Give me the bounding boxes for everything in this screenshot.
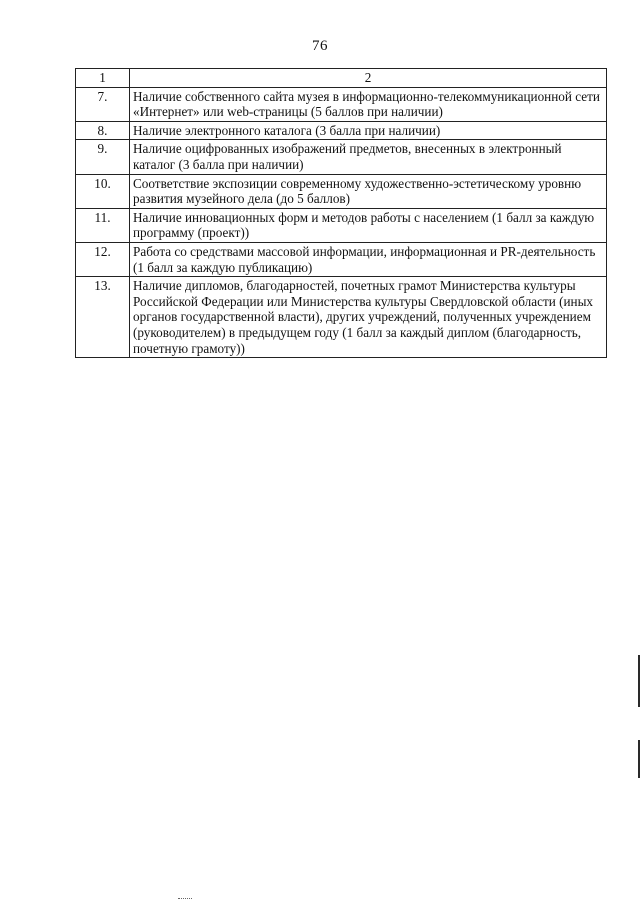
table-row	[76, 121, 607, 140]
row-number: 10.	[76, 174, 130, 208]
table-row	[76, 242, 607, 276]
row-description: Наличие электронного каталога (3 балла при наличии)	[130, 121, 607, 140]
table-row	[76, 140, 607, 174]
header-cell-description: 2	[130, 69, 607, 88]
page-number: 76	[312, 38, 328, 54]
table-row	[76, 208, 607, 242]
row-number: 12.	[76, 242, 130, 276]
row-description: Работа со средствами массовой информации, информационная и PR-деятельность (1 балл за каждую публикацию)	[130, 242, 607, 276]
row-number: 13.	[76, 277, 130, 358]
row-number: 8.	[76, 121, 130, 140]
scan-dots	[178, 898, 192, 900]
table-row	[76, 174, 607, 208]
row-description: Соответствие экспозиции современному художественно-эстетическому уровню развития музейного дела (до 5 баллов)	[130, 174, 607, 208]
row-number: 7.	[76, 87, 130, 121]
header-cell-number: 1	[76, 69, 130, 88]
row-description: Наличие инновационных форм и методов работы с населением (1 балл за каждую программу (проект))	[130, 208, 607, 242]
criteria-table	[75, 68, 607, 358]
row-description: Наличие оцифрованных изображений предметов, внесенных в электронный каталог (3 балла при наличии)	[130, 140, 607, 174]
table-row	[76, 277, 607, 358]
row-description: Наличие дипломов, благодарностей, почетных грамот Министерства культуры Российской Федерации или Министерства культуры Свердловской области (иных органов государственной власти), других учреждений, полученных учреждением (руководителем) в предыдущем году (1 балл за каждый диплом (благодарность, почетную грамоту))	[130, 277, 607, 358]
row-number: 11.	[76, 208, 130, 242]
row-description: Наличие собственного сайта музея в информационно-телекоммуникационной сети «Интернет» или web-страницы (5 баллов при наличии)	[130, 87, 607, 121]
table-header-row	[76, 69, 607, 88]
row-number: 9.	[76, 140, 130, 174]
table-row	[76, 87, 607, 121]
